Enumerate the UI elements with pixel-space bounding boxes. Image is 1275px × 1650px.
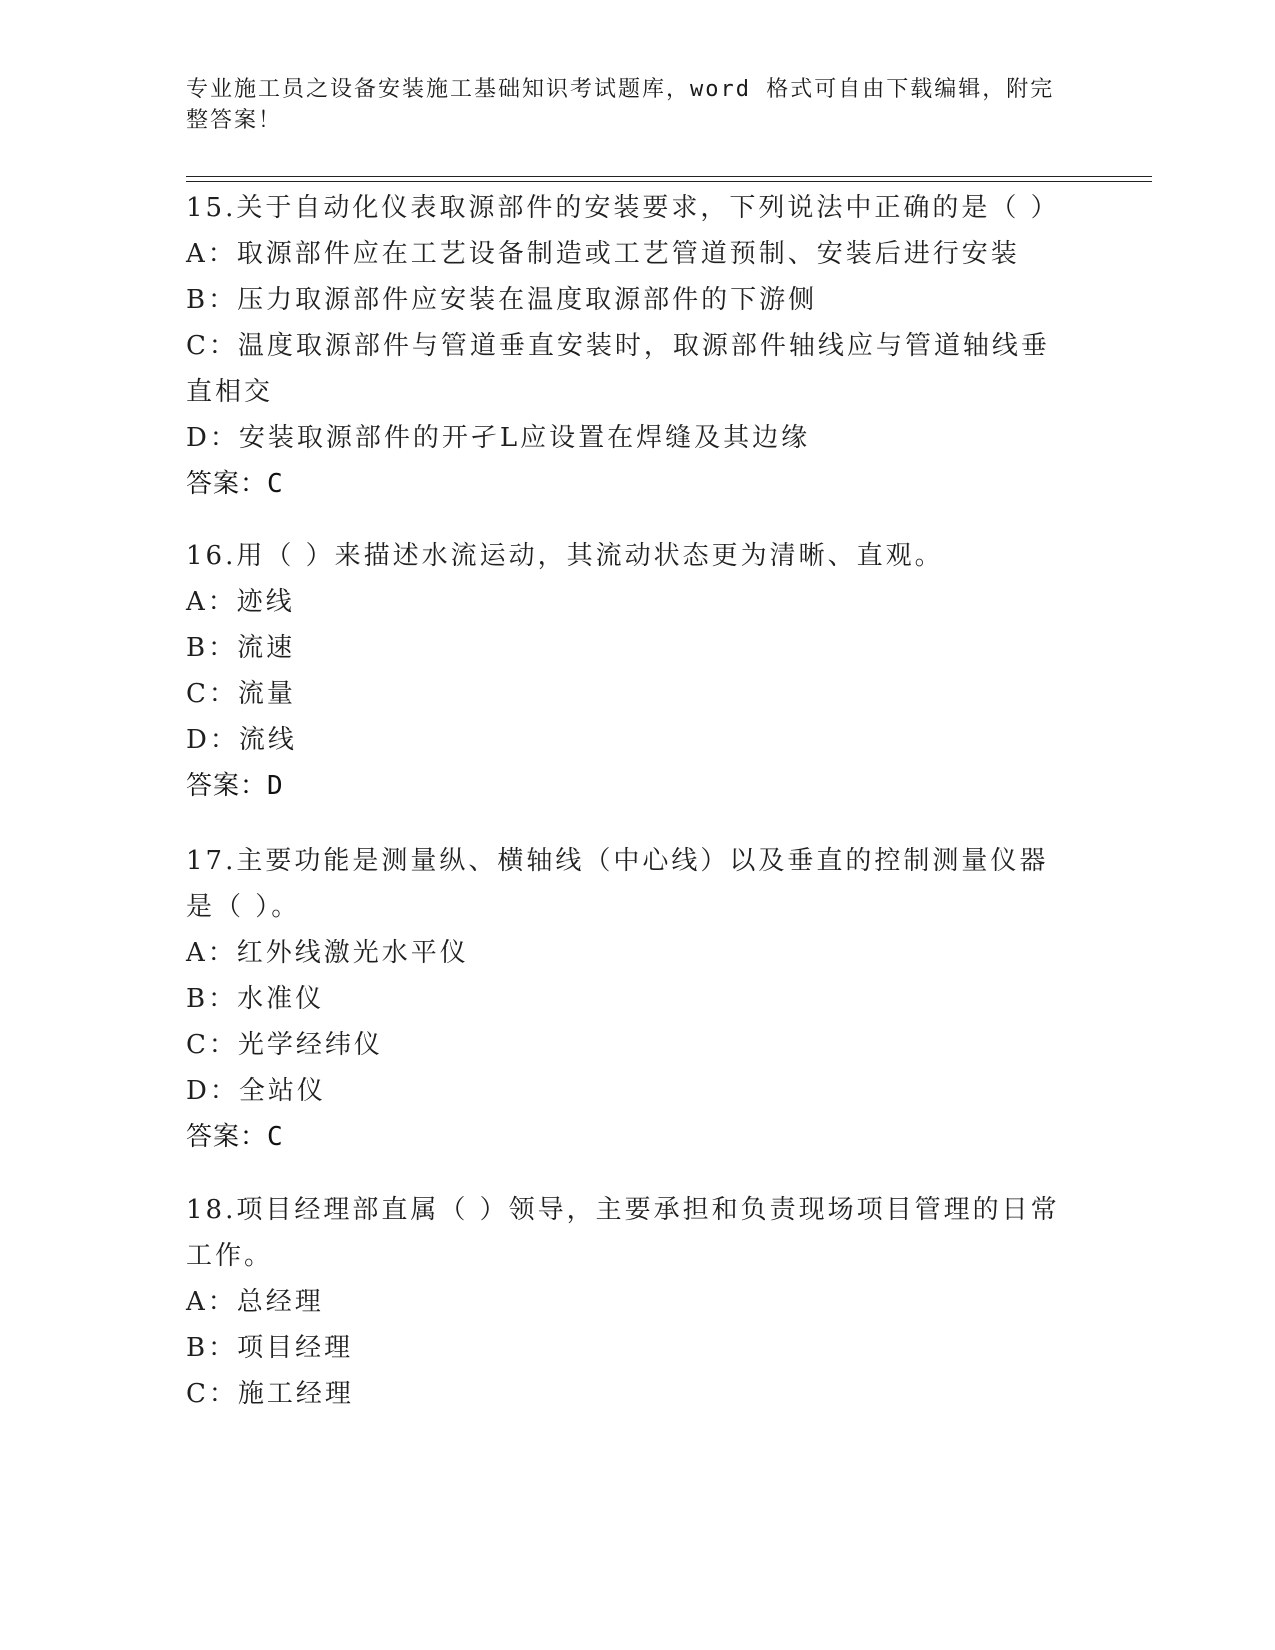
- option-a: A：迹线: [186, 587, 295, 617]
- answer-value: D: [267, 771, 284, 801]
- option-b: B：压力取源部件应安装在温度取源部件的下游侧: [186, 285, 818, 315]
- question-15: [186, 185, 1086, 507]
- answer-label: 答案：: [186, 1122, 268, 1152]
- answer-line: [186, 763, 1086, 809]
- option-d: D：流线: [186, 725, 297, 755]
- option-b: B：流速: [186, 633, 296, 663]
- question-16: [186, 533, 1086, 809]
- option-a: A：总经理: [186, 1287, 324, 1317]
- option-d: D：安装取源部件的开孑L应设置在焊缝及其边缘: [186, 423, 811, 453]
- question-stem: 18.项目经理部直属（ ）领导，主要承担和负责现场项目管理的日常工作。: [186, 1195, 1060, 1271]
- document-header: 专业施工员之设备安装施工基础知识考试题库，word 格式可自由下载编辑，附完整答案！: [186, 77, 1055, 133]
- answer-label: 答案：: [186, 469, 268, 499]
- question-stem: 16.用（ ）来描述水流运动，其流动状态更为清晰、直观。: [186, 541, 944, 571]
- option-b: B：水准仪: [186, 984, 325, 1014]
- answer-value: C: [267, 1122, 284, 1152]
- option-c: C：施工经理: [186, 1379, 354, 1409]
- header-divider-top: [186, 176, 1152, 177]
- answer-value: C: [267, 469, 284, 499]
- answer-line: [186, 461, 1086, 507]
- question-17: [186, 838, 1086, 1160]
- option-a: A：红外线激光水平仪: [186, 938, 469, 968]
- option-c: C：温度取源部件与管道垂直安装时，取源部件轴线应与管道轴线垂直相交: [186, 331, 1050, 407]
- option-c: C：流量: [186, 679, 296, 709]
- question-18: [186, 1187, 1086, 1417]
- option-a: A：取源部件应在工艺设备制造或工艺管道预制、安装后进行安装: [186, 239, 1020, 269]
- option-d: D：全站仪: [186, 1076, 326, 1106]
- answer-line: [186, 1114, 1086, 1160]
- question-stem: 15.关于自动化仪表取源部件的安装要求，下列说法中正确的是（ ）: [186, 193, 1060, 223]
- header-divider-bottom: [186, 181, 1152, 182]
- option-c: C：光学经纬仪: [186, 1030, 383, 1060]
- answer-label: 答案：: [186, 771, 268, 801]
- question-stem: 17.主要功能是测量纵、横轴线（中心线）以及垂直的控制测量仪器是（ ）。: [186, 846, 1049, 922]
- option-b: B：项目经理: [186, 1333, 354, 1363]
